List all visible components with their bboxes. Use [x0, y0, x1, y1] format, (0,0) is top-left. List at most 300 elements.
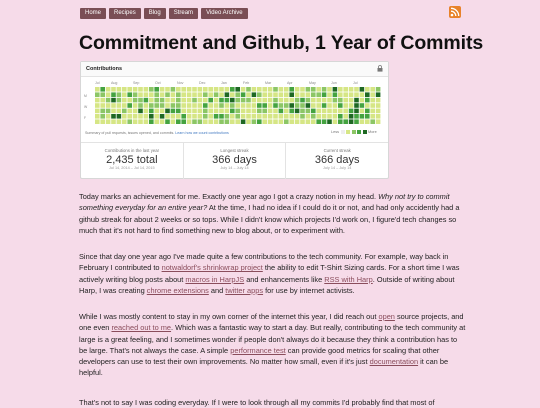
calendar-day-cell	[322, 98, 327, 103]
stat-label: Current streak	[323, 148, 351, 153]
calendar-day-cell	[144, 119, 149, 124]
calendar-day-cell	[235, 98, 240, 103]
calendar-day-cell	[138, 92, 143, 97]
calendar-day-cell	[95, 87, 100, 92]
calendar-day-cell	[149, 103, 154, 108]
calendar-day-cell	[349, 98, 354, 103]
paragraph-text: can provide good metrics for scaling that other developers can use to test their own improvements. No matter how small, even if it's just	[79, 345, 440, 367]
calendar-day-cell	[306, 114, 311, 119]
calendar-day-cell	[171, 98, 176, 103]
calendar-day-cell	[273, 92, 278, 97]
calendar-day-cell	[219, 103, 224, 108]
lock-icon	[377, 65, 383, 72]
article-paragraph	[79, 311, 467, 379]
calendar-day-cell	[165, 103, 170, 108]
calendar-day-cell	[171, 114, 176, 119]
calendar-day-cell	[235, 92, 240, 97]
calendar-day-cell	[338, 92, 343, 97]
calendar-day-cell	[370, 98, 375, 103]
calendar-day-cell	[235, 114, 240, 119]
calendar-day-cell	[370, 87, 375, 92]
calendar-day-cell	[203, 103, 208, 108]
day-label: M	[84, 94, 87, 98]
calendar-day-cell	[187, 119, 192, 124]
calendar-day-cell	[268, 87, 273, 92]
calendar-day-cell	[333, 98, 338, 103]
calendar-day-cell	[95, 92, 100, 97]
legend-swatch	[363, 130, 367, 134]
calendar-day-cell	[225, 109, 230, 114]
open-source-link[interactable]: open	[378, 312, 395, 321]
calendar-day-cell	[208, 103, 213, 108]
calendar-day-cell	[138, 114, 143, 119]
calendar-day-cell	[117, 92, 122, 97]
contributions-heading: Contributions	[86, 66, 123, 72]
calendar-day-cell	[160, 114, 165, 119]
calendar-day-cell	[230, 98, 235, 103]
learn-contributions-link[interactable]: Learn how we count contributions	[175, 131, 229, 135]
calendar-day-cell	[365, 103, 370, 108]
rss-with-harp-link[interactable]: RSS with Harp	[324, 274, 373, 284]
calendar-day-cell	[360, 119, 365, 124]
calendar-day-cell	[273, 103, 278, 108]
calendar-day-cell	[289, 114, 294, 119]
calendar-day-cell	[333, 109, 338, 114]
calendar-day-cell	[208, 114, 213, 119]
calendar-day-cell	[203, 87, 208, 92]
reached-out-link[interactable]: reached out to me	[111, 323, 172, 333]
calendar-day-cell	[122, 114, 127, 119]
calendar-day-cell	[360, 87, 365, 92]
nav-video-archive[interactable]: Video Archive	[201, 8, 248, 19]
calendar-day-cell	[214, 92, 219, 97]
calendar-day-cell	[306, 109, 311, 114]
calendar-day-cell	[235, 103, 240, 108]
calendar-day-cell	[257, 98, 262, 103]
calendar-day-cell	[262, 87, 267, 92]
performance-test-link[interactable]: performance test	[230, 345, 286, 355]
calendar-day-cell	[376, 109, 381, 114]
calendar-day-cell	[181, 119, 186, 124]
legend-swatch	[352, 130, 356, 134]
calendar-day-cell	[338, 103, 343, 108]
calendar-day-cell	[322, 103, 327, 108]
calendar-day-cell	[117, 109, 122, 114]
calendar-day-cell	[117, 114, 122, 119]
calendar-day-cell	[203, 92, 208, 97]
calendar-day-cell	[133, 87, 138, 92]
calendar-day-cell	[203, 98, 208, 103]
calendar-day-cell	[154, 119, 159, 124]
calendar-day-cell	[100, 119, 105, 124]
calendar-day-cell	[262, 103, 267, 108]
paragraph-text: the ability to edit T-Shirt Sizing cards. For a short time I was actively writing blog posts about	[79, 263, 460, 284]
calendar-day-cell	[257, 103, 262, 108]
stat-label: Contributions in the last year	[104, 148, 160, 153]
calendar-day-cell	[284, 114, 289, 119]
calendar-day-cell	[306, 119, 311, 124]
stat-current-streak	[286, 143, 388, 179]
calendar-day-cell	[268, 92, 273, 97]
calendar-day-cell	[100, 109, 105, 114]
calendar-day-cell	[273, 109, 278, 114]
calendar-day-cell	[252, 109, 257, 114]
calendar-day-cell	[289, 98, 294, 103]
calendar-day-cell	[241, 103, 246, 108]
calendar-day-cell	[225, 103, 230, 108]
paragraph-text: At the time, I had no idea if I could do it or not, and had only accidently had a github streak for about 2 weeks or so tops. While I didn't know which projects I'd work on, I figure'd tech changes so much that it's not hard to find something new to blog about, or to experiment with.	[79, 203, 460, 235]
calendar-day-cell	[295, 98, 300, 103]
calendar-day-cell	[316, 87, 321, 92]
calendar-day-cell	[154, 98, 159, 103]
calendar-day-cell	[338, 98, 343, 103]
calendar-day-cell	[327, 87, 332, 92]
calendar-day-cell	[262, 92, 267, 97]
calendar-day-cell	[349, 92, 354, 97]
calendar-day-cell	[187, 87, 192, 92]
calendar-day-cell	[300, 119, 305, 124]
calendar-day-cell	[365, 114, 370, 119]
calendar-day-cell	[154, 103, 159, 108]
calendar-day-cell	[154, 114, 159, 119]
calendar-day-cell	[111, 87, 116, 92]
harpjs-macros-link[interactable]: macros in HarpJS	[185, 274, 245, 284]
calendar-day-cell	[327, 98, 332, 103]
calendar-day-cell	[149, 109, 154, 114]
calendar-day-cell	[230, 87, 235, 92]
calendar-day-cell	[300, 114, 305, 119]
calendar-day-cell	[289, 87, 294, 92]
calendar-day-cell	[338, 119, 343, 124]
calendar-day-cell	[181, 92, 186, 97]
calendar-day-cell	[144, 98, 149, 103]
calendar-day-cell	[252, 92, 257, 97]
calendar-day-cell	[171, 92, 176, 97]
calendar-day-cell	[311, 92, 316, 97]
calendar-day-cell	[149, 98, 154, 103]
calendar-day-cell	[376, 87, 381, 92]
calendar-day-cell	[230, 119, 235, 124]
legend-more: More	[368, 130, 377, 134]
month-label: Sep	[133, 81, 140, 85]
rss-feed-icon[interactable]	[449, 6, 461, 18]
calendar-day-cell	[360, 114, 365, 119]
calendar-day-cell	[284, 109, 289, 114]
calendar-day-cell	[181, 98, 186, 103]
calendar-day-cell	[230, 92, 235, 97]
shrinkwrap-project-link[interactable]: notwaldorf's shrinkwrap project	[161, 263, 263, 273]
calendar-day-cell	[316, 109, 321, 114]
calendar-day-cell	[122, 109, 127, 114]
calendar-day-cell	[214, 114, 219, 119]
calendar-day-cell	[241, 109, 246, 114]
calendar-day-cell	[187, 98, 192, 103]
paragraph-text: While I was mostly content to stay in my own corner of the internet this year, I did reach out	[79, 312, 379, 321]
paragraph-text: Since that day one year ago I've made quite a few contributions to the tech community. For example, way back in February I contributed to	[79, 252, 449, 273]
calendar-day-cell	[138, 87, 143, 92]
calendar-day-cell	[214, 119, 219, 124]
calendar-day-cell	[176, 103, 181, 108]
calendar-day-cell	[279, 87, 284, 92]
calendar-day-cell	[311, 103, 316, 108]
calendar-day-cell	[327, 114, 332, 119]
calendar-day-cell	[279, 103, 284, 108]
summary-text: Summary of pull requests, issues opened, and commits.	[85, 131, 175, 135]
month-label: Oct	[155, 81, 161, 85]
calendar-day-cell	[338, 114, 343, 119]
calendar-day-cell	[300, 109, 305, 114]
calendar-day-cell	[127, 98, 132, 103]
calendar-day-cell	[154, 109, 159, 114]
article-paragraph	[79, 397, 467, 408]
legend-swatch	[341, 130, 345, 134]
calendar-day-cell	[100, 103, 105, 108]
calendar-day-cell	[311, 109, 316, 114]
calendar-day-cell	[187, 103, 192, 108]
calendar-day-cell	[284, 87, 289, 92]
calendar-day-cell	[111, 119, 116, 124]
calendar-day-cell	[365, 92, 370, 97]
calendar-day-cell	[300, 92, 305, 97]
calendar-day-cell	[370, 92, 375, 97]
calendar-day-cell	[295, 103, 300, 108]
calendar-day-cell	[257, 109, 262, 114]
calendar-day-cell	[111, 109, 116, 114]
calendar-day-cell	[246, 87, 251, 92]
calendar-day-cell	[225, 92, 230, 97]
nav-stream[interactable]: Stream	[169, 8, 198, 19]
calendar-day-cell	[360, 98, 365, 103]
calendar-day-cell	[117, 103, 122, 108]
calendar-day-cell	[214, 103, 219, 108]
month-label: Aug	[111, 81, 118, 85]
calendar-day-cell	[354, 92, 359, 97]
calendar-day-cell	[262, 109, 267, 114]
calendar-day-cell	[122, 87, 127, 92]
calendar-day-cell	[343, 92, 348, 97]
calendar-day-cell	[322, 114, 327, 119]
calendar-day-cell	[165, 98, 170, 103]
calendar-day-cell	[106, 87, 111, 92]
calendar-day-cell	[268, 114, 273, 119]
calendar-day-cell	[165, 114, 170, 119]
nav-recipes[interactable]: Recipes	[109, 8, 141, 19]
calendar-day-cell	[214, 109, 219, 114]
calendar-day-cell	[198, 109, 203, 114]
calendar-day-cell	[349, 103, 354, 108]
calendar-day-cell	[144, 109, 149, 114]
calendar-day-cell	[160, 92, 165, 97]
day-label: W	[84, 105, 88, 109]
calendar-day-cell	[235, 119, 240, 124]
legend-less: Less	[331, 130, 340, 134]
calendar-day-cell	[246, 109, 251, 114]
calendar-day-cell	[230, 109, 235, 114]
calendar-day-cell	[160, 98, 165, 103]
calendar-day-cell	[100, 92, 105, 97]
calendar-day-cell	[111, 103, 116, 108]
calendar-day-cell	[257, 92, 262, 97]
calendar-day-cell	[279, 92, 284, 97]
calendar-day-cell	[246, 119, 251, 124]
calendar-day-cell	[252, 98, 257, 103]
calendar-day-cell	[100, 114, 105, 119]
month-label: Jun	[331, 81, 337, 85]
calendar-day-cell	[187, 92, 192, 97]
calendar-day-cell	[225, 98, 230, 103]
calendar-day-cell	[144, 103, 149, 108]
calendar-day-cell	[171, 109, 176, 114]
calendar-day-cell	[370, 103, 375, 108]
calendar-day-cell	[165, 109, 170, 114]
calendar-day-cell	[181, 114, 186, 119]
month-label: Nov	[177, 81, 184, 85]
calendar-day-cell	[327, 92, 332, 97]
calendar-day-cell	[246, 103, 251, 108]
calendar-day-cell	[203, 119, 208, 124]
nav-home[interactable]: Home	[80, 8, 106, 19]
month-label: Mar	[265, 81, 272, 85]
calendar-day-cell	[149, 92, 154, 97]
calendar-day-cell	[117, 98, 122, 103]
calendar-day-cell	[257, 87, 262, 92]
calendar-day-cell	[295, 109, 300, 114]
calendar-day-cell	[241, 87, 246, 92]
calendar-day-cell	[246, 92, 251, 97]
calendar-day-cell	[111, 92, 116, 97]
calendar-day-cell	[198, 87, 203, 92]
calendar-day-cell	[354, 103, 359, 108]
calendar-day-cell	[106, 103, 111, 108]
calendar-day-cell	[106, 119, 111, 124]
calendar-day-cell	[246, 98, 251, 103]
calendar-day-cell	[133, 114, 138, 119]
calendar-day-cell	[327, 109, 332, 114]
calendar-day-cell	[322, 119, 327, 124]
calendar-day-cell	[284, 98, 289, 103]
calendar-day-cell	[138, 109, 143, 114]
month-label: Jul	[95, 81, 100, 85]
calendar-day-cell	[354, 114, 359, 119]
paragraph-text: source projects, and one even	[79, 312, 464, 333]
calendar-day-cell	[160, 119, 165, 124]
calendar-day-cell	[181, 87, 186, 92]
calendar-day-cell	[133, 103, 138, 108]
documentation-link[interactable]: documentation	[369, 357, 419, 367]
calendar-day-cell	[160, 87, 165, 92]
calendar-day-cell	[111, 114, 116, 119]
calendar-day-cell	[365, 119, 370, 124]
stat-value: 2,435 total	[106, 154, 158, 166]
calendar-day-cell	[327, 119, 332, 124]
calendar-day-cell	[300, 103, 305, 108]
month-label: Jan	[221, 81, 227, 85]
calendar-day-cell	[122, 98, 127, 103]
twitter-apps-link[interactable]: twitter apps	[225, 285, 264, 295]
calendar-day-cell	[133, 92, 138, 97]
calendar-day-cell	[106, 114, 111, 119]
contribution-stats	[81, 142, 388, 179]
month-label: Feb	[243, 81, 250, 85]
stat-value: 366 days	[314, 154, 360, 166]
calendar-day-cell	[333, 119, 338, 124]
calendar-day-cell	[133, 98, 138, 103]
calendar-day-cell	[219, 98, 224, 103]
calendar-day-cell	[333, 92, 338, 97]
calendar-day-cell	[138, 103, 143, 108]
calendar-day-cell	[225, 114, 230, 119]
calendar-day-cell	[176, 114, 181, 119]
calendar-day-cell	[306, 98, 311, 103]
calendar-day-cell	[365, 98, 370, 103]
calendar-day-cell	[295, 87, 300, 92]
calendar-day-cell	[198, 98, 203, 103]
stat-value: 366 days	[212, 154, 257, 166]
calendar-day-cell	[279, 109, 284, 114]
calendar-day-cell	[127, 103, 132, 108]
calendar-day-cell	[360, 109, 365, 114]
calendar-day-cell	[241, 98, 246, 103]
calendar-day-cell	[338, 87, 343, 92]
calendar-day-cell	[154, 87, 159, 92]
calendar-day-cell	[295, 119, 300, 124]
calendar-day-cell	[300, 87, 305, 92]
calendar-day-cell	[306, 92, 311, 97]
calendar-day-cell	[192, 87, 197, 92]
day-label: F	[84, 116, 87, 120]
calendar-day-cell	[122, 103, 127, 108]
calendar-day-cell	[306, 87, 311, 92]
calendar-day-cell	[219, 87, 224, 92]
calendar-day-cell	[316, 103, 321, 108]
calendar-day-cell	[122, 119, 127, 124]
calendar-day-cell	[279, 119, 284, 124]
calendar-day-cell	[214, 87, 219, 92]
calendar-day-cell	[117, 87, 122, 92]
calendar-day-cell	[349, 114, 354, 119]
calendar-day-cell	[284, 119, 289, 124]
calendar-day-cell	[219, 114, 224, 119]
calendar-day-cell	[246, 114, 251, 119]
calendar-day-cell	[106, 109, 111, 114]
article-paragraph	[79, 191, 467, 236]
calendar-day-cell	[187, 114, 192, 119]
calendar-day-cell	[316, 114, 321, 119]
calendar-day-cell	[262, 119, 267, 124]
calendar-day-cell	[198, 103, 203, 108]
calendar-day-cell	[122, 92, 127, 97]
calendar-day-cell	[95, 98, 100, 103]
calendar-day-cell	[176, 119, 181, 124]
stat-range: Jul 14, 2014 – Jul 14, 2015	[109, 166, 155, 170]
calendar-day-cell	[181, 103, 186, 108]
calendar-day-cell	[349, 119, 354, 124]
calendar-day-cell	[149, 119, 154, 124]
paragraph-emphasis: Why not try to commit something everyday for an entire year?	[79, 192, 450, 213]
calendar-day-cell	[311, 119, 316, 124]
calendar-day-cell	[171, 119, 176, 124]
nav-blog[interactable]: Blog	[144, 8, 166, 19]
chrome-extensions-link[interactable]: chrome extensions	[146, 285, 209, 295]
calendar-day-cell	[376, 119, 381, 124]
calendar-day-cell	[160, 103, 165, 108]
calendar-day-cell	[376, 103, 381, 108]
calendar-day-cell	[289, 109, 294, 114]
calendar-day-cell	[95, 119, 100, 124]
calendar-day-cell	[311, 98, 316, 103]
calendar-day-cell	[268, 103, 273, 108]
calendar-day-cell	[284, 92, 289, 97]
